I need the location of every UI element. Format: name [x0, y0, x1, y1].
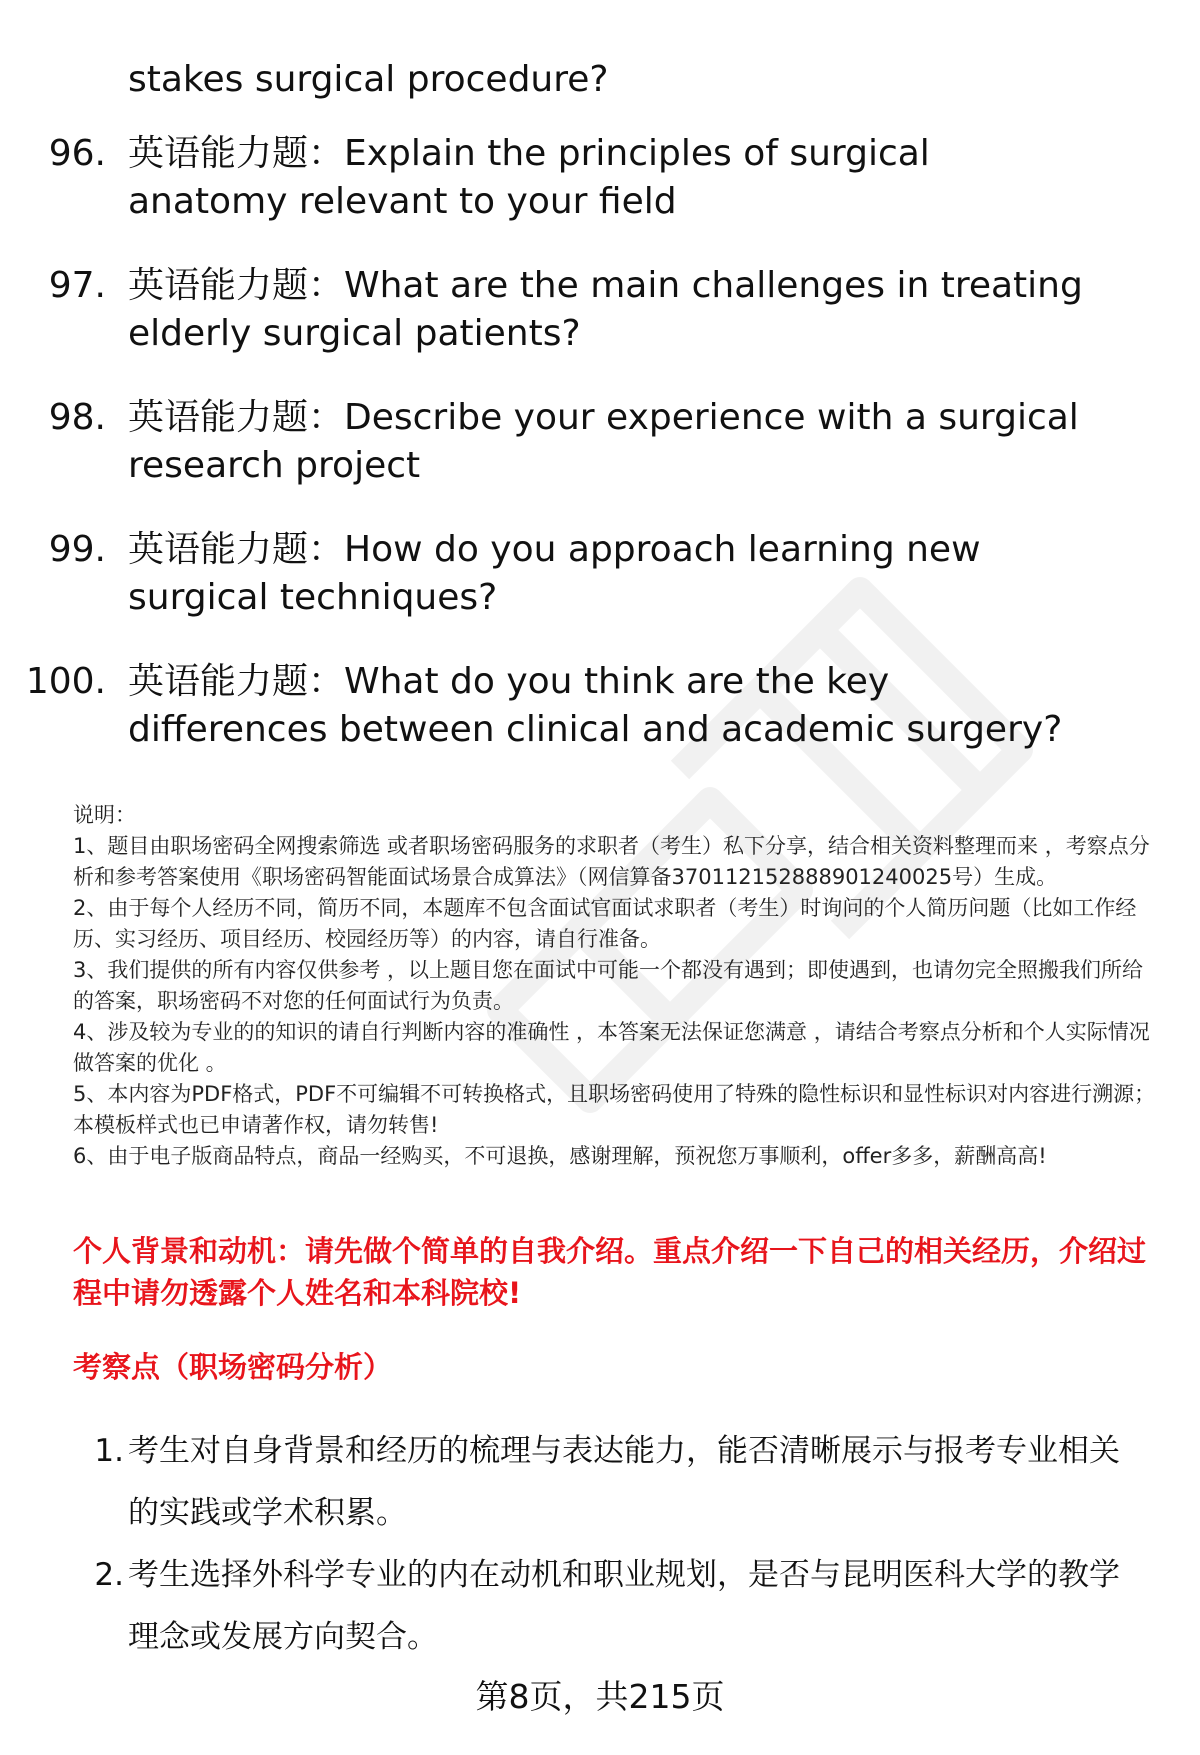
question-number: 99. [48, 529, 106, 570]
point-number: 1. [94, 1433, 124, 1469]
question-number: 100. [25, 661, 106, 702]
featured-question: 个人背景和动机：请先做个简单的自我介绍。重点介绍一下自己的相关经历，介绍过程中请勿透露个人姓名和本科院校! [73, 1234, 1147, 1310]
note-item: 3、我们提供的所有内容仅供参考 ，以上题目您在面试中可能一个都没有遇到；即使遇到，也请勿完全照搬我们所给的答案，职场密码不对您的任何面试行为负责。 [73, 958, 1144, 1013]
analysis-heading: 考察点（职场密码分析） [73, 1350, 393, 1384]
notes-heading: 说明： [73, 803, 136, 827]
question-number: 98. [48, 397, 106, 438]
page-footer: 第8页，共215页 [475, 1677, 725, 1716]
note-item: 5、本内容为PDF格式，PDF不可编辑不可转换格式，且职场密码使用了特殊的隐性标识和显性标识对内容进行溯源；本模板样式也已申请著作权，请勿转售! [73, 1082, 1156, 1137]
question-text: 英语能力题：What do you think are the key differences between clinical and academic surgery? [128, 661, 1063, 750]
note-item: 6、由于电子版商品特点，商品一经购买，不可退换，感谢理解，预祝您万事顺利，offer多多，薪酬高高! [73, 1144, 1047, 1168]
note-item: 2、由于每个人经历不同，简历不同，本题库不包含面试官面试求职者（考生）时询问的个人简历问题（比如工作经历、实习经历、项目经历、校园经历等）的内容，请自行准备。 [73, 896, 1137, 951]
question-text: 英语能力题：How do you approach learning new surgical techniques? [128, 529, 981, 618]
point-text: 考生选择外科学专业的内在动机和职业规划，是否与昆明医科大学的教学理念或发展方向契合。 [128, 1557, 1120, 1655]
question-number: 96. [48, 133, 106, 174]
disclaimer-notes [73, 800, 1163, 1172]
question-number: 97. [48, 265, 106, 306]
point-number: 2. [94, 1557, 124, 1593]
question-text: 英语能力题：Describe your experience with a surgical research project [128, 397, 1079, 486]
question-continuation: stakes surgical procedure? [128, 59, 609, 100]
point-text: 考生对自身背景和经历的梳理与表达能力，能否清晰展示与报考专业相关的实践或学术积累。 [128, 1433, 1120, 1531]
note-item: 1、题目由职场密码全网搜索筛选 或者职场密码服务的求职者（考生）私下分享，结合相关资料整理而来 ，考察点分析和参考答案使用《职场密码智能面试场景合成算法》（网信算备370112152888901240025号）生成。 [73, 834, 1150, 889]
question-text: 英语能力题：Explain the principles of surgical anatomy relevant to your field [128, 133, 930, 222]
note-item: 4、涉及较为专业的的知识的请自行判断内容的准确性 ，本答案无法保证您满意 ，请结合考察点分析和个人实际情况做答案的优化 。 [73, 1020, 1150, 1075]
question-text: 英语能力题：What are the main challenges in treating elderly surgical patients? [128, 265, 1083, 354]
